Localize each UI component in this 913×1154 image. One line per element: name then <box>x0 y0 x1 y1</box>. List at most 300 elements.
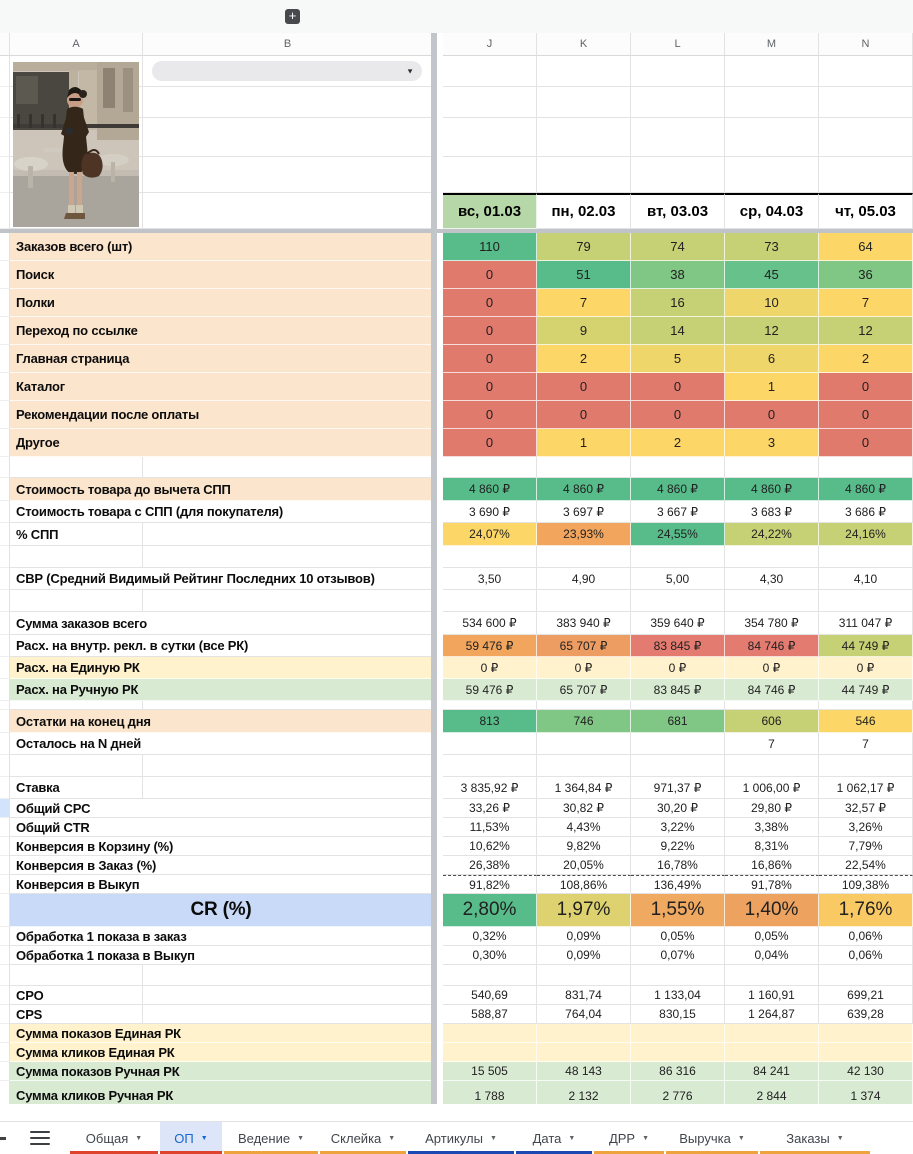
cell[interactable]: 0 <box>443 289 537 317</box>
column-header-B[interactable]: B <box>143 33 433 56</box>
row-header-stub[interactable] <box>0 1043 10 1062</box>
cell[interactable] <box>443 1043 537 1062</box>
all-sheets-menu-icon[interactable] <box>30 1131 50 1145</box>
cell[interactable]: 4 860 ₽ <box>631 478 725 501</box>
cell[interactable] <box>443 755 537 777</box>
cell[interactable] <box>631 965 725 986</box>
cell[interactable] <box>819 590 913 612</box>
cell[interactable]: 3 697 ₽ <box>537 501 631 523</box>
row-header-stub[interactable] <box>0 612 10 635</box>
row-header-stub[interactable] <box>0 523 10 546</box>
row-label[interactable]: Другое <box>10 429 433 457</box>
cell[interactable] <box>443 457 537 478</box>
cell[interactable]: 0,05% <box>725 927 819 946</box>
cell[interactable]: 1 160,91 <box>725 986 819 1005</box>
cell[interactable]: 32,57 ₽ <box>819 799 913 818</box>
column-header-A[interactable]: A <box>10 33 143 56</box>
cell[interactable] <box>725 546 819 568</box>
row-header-stub[interactable] <box>0 193 10 229</box>
cell[interactable]: 2 <box>631 429 725 457</box>
cell[interactable]: 2 844 <box>725 1081 819 1104</box>
cell[interactable]: 0 <box>537 401 631 429</box>
cell[interactable]: 588,87 <box>443 1005 537 1024</box>
cell-A[interactable] <box>10 755 143 777</box>
cell[interactable]: 44 749 ₽ <box>819 635 913 657</box>
row-label[interactable]: Сумма кликов Ручная РК <box>10 1081 433 1104</box>
cell[interactable] <box>631 546 725 568</box>
cell[interactable] <box>819 1024 913 1043</box>
cell[interactable]: 51 <box>537 261 631 289</box>
cell[interactable]: 83 845 ₽ <box>631 635 725 657</box>
cell[interactable]: 48 143 <box>537 1062 631 1081</box>
cell[interactable] <box>537 733 631 755</box>
row-header-stub[interactable] <box>0 777 10 799</box>
cell[interactable] <box>725 157 819 193</box>
cell[interactable] <box>537 457 631 478</box>
row-header-stub[interactable] <box>0 856 10 875</box>
row-label[interactable]: Каталог <box>10 373 433 401</box>
cell[interactable] <box>443 701 537 710</box>
cell[interactable]: 0 <box>443 401 537 429</box>
cell[interactable]: 36 <box>819 261 913 289</box>
cell[interactable]: 84 746 ₽ <box>725 635 819 657</box>
date-header-cell[interactable]: вт, 03.03 <box>631 193 725 229</box>
cell[interactable]: 2 776 <box>631 1081 725 1104</box>
cell[interactable] <box>443 157 537 193</box>
cell-B[interactable] <box>143 777 433 799</box>
cell[interactable]: 540,69 <box>443 986 537 1005</box>
cell[interactable]: 10,62% <box>443 837 537 856</box>
cell[interactable]: 86 316 <box>631 1062 725 1081</box>
sheet-tab-6[interactable] <box>516 1122 592 1154</box>
tab-menu-arrow-icon[interactable]: ▼ <box>737 1134 745 1142</box>
row-header-stub[interactable] <box>0 478 10 501</box>
cell-B[interactable] <box>143 56 433 87</box>
cell[interactable]: 84 241 <box>725 1062 819 1081</box>
cell[interactable]: 9,82% <box>537 837 631 856</box>
cell[interactable]: 0 ₽ <box>631 657 725 679</box>
cell[interactable]: 44 749 ₽ <box>819 679 913 701</box>
row-label[interactable]: Обработка 1 показа в Выкуп <box>10 946 433 965</box>
cell-B[interactable] <box>143 701 433 710</box>
column-header-L[interactable]: L <box>631 33 725 56</box>
cell[interactable]: 0 <box>631 373 725 401</box>
cell[interactable]: 7,79% <box>819 837 913 856</box>
row-label[interactable]: Сумма кликов Единая РК <box>10 1043 433 1062</box>
row-header-stub[interactable] <box>0 701 10 710</box>
cell[interactable] <box>443 56 537 87</box>
cell[interactable]: 108,86% <box>537 875 631 894</box>
row-header-stub[interactable] <box>0 501 10 523</box>
cell[interactable]: 0 <box>443 317 537 345</box>
row-header-stub[interactable] <box>0 33 10 56</box>
cell[interactable]: 681 <box>631 710 725 733</box>
cell[interactable]: 1 364,84 ₽ <box>537 777 631 799</box>
cell[interactable]: 10 <box>725 289 819 317</box>
cell[interactable] <box>819 87 913 118</box>
row-label[interactable]: Главная страница <box>10 345 433 373</box>
cell[interactable] <box>725 118 819 157</box>
cell[interactable]: 16,86% <box>725 856 819 875</box>
row-header-stub[interactable] <box>0 289 10 317</box>
row-header-stub[interactable] <box>0 373 10 401</box>
cell[interactable]: 1 788 <box>443 1081 537 1104</box>
cell[interactable]: 24,07% <box>443 523 537 546</box>
row-label[interactable]: Обработка 1 показа в заказ <box>10 927 433 946</box>
cell[interactable]: 2 <box>819 345 913 373</box>
row-header-stub[interactable] <box>0 1024 10 1043</box>
cell[interactable]: 1 062,17 ₽ <box>819 777 913 799</box>
cell[interactable]: 1 006,00 ₽ <box>725 777 819 799</box>
cell[interactable]: 83 845 ₽ <box>631 679 725 701</box>
cell[interactable] <box>819 457 913 478</box>
cell-B[interactable] <box>143 590 433 612</box>
cell[interactable]: 24,22% <box>725 523 819 546</box>
tab-menu-arrow-icon[interactable]: ▼ <box>836 1134 844 1142</box>
cell[interactable]: 110 <box>443 233 537 261</box>
row-header-stub[interactable] <box>0 875 10 894</box>
row-header-stub[interactable] <box>0 894 10 927</box>
cell[interactable]: 59 476 ₽ <box>443 679 537 701</box>
cell[interactable]: 3 667 ₽ <box>631 501 725 523</box>
cell[interactable]: 1,97% <box>537 894 631 927</box>
row-header-stub[interactable] <box>0 546 10 568</box>
cell[interactable]: 1,40% <box>725 894 819 927</box>
cell[interactable]: 0 ₽ <box>725 657 819 679</box>
row-header-stub[interactable] <box>0 986 10 1005</box>
cell[interactable]: 65 707 ₽ <box>537 635 631 657</box>
cell[interactable]: 3 686 ₽ <box>819 501 913 523</box>
cell[interactable] <box>725 1024 819 1043</box>
tab-menu-arrow-icon[interactable]: ▼ <box>642 1134 650 1142</box>
cell[interactable]: 971,37 ₽ <box>631 777 725 799</box>
cell[interactable]: 29,80 ₽ <box>725 799 819 818</box>
cell[interactable] <box>819 1043 913 1062</box>
cell[interactable] <box>725 87 819 118</box>
cell[interactable] <box>631 701 725 710</box>
row-label[interactable]: Полки <box>10 289 433 317</box>
cell[interactable]: 4,90 <box>537 568 631 590</box>
date-header-cell[interactable]: чт, 05.03 <box>819 193 913 229</box>
cell[interactable]: 0 <box>537 373 631 401</box>
column-header-K[interactable]: K <box>537 33 631 56</box>
cell[interactable]: 1 133,04 <box>631 986 725 1005</box>
cell[interactable]: 7 <box>725 733 819 755</box>
cell-B[interactable] <box>143 193 433 229</box>
row-header-stub[interactable] <box>0 118 10 157</box>
cell[interactable]: 311 047 ₽ <box>819 612 913 635</box>
cell[interactable]: 6 <box>725 345 819 373</box>
cell[interactable] <box>631 1024 725 1043</box>
cell[interactable]: 2 132 <box>537 1081 631 1104</box>
cell[interactable]: 109,38% <box>819 875 913 894</box>
cell[interactable]: 33,26 ₽ <box>443 799 537 818</box>
tab-menu-arrow-icon[interactable]: ▼ <box>489 1134 497 1142</box>
cell[interactable]: 0,06% <box>819 946 913 965</box>
cell[interactable]: 0 <box>443 429 537 457</box>
cell[interactable]: 42 130 <box>819 1062 913 1081</box>
cell[interactable] <box>537 755 631 777</box>
cell[interactable]: 1 374 <box>819 1081 913 1104</box>
cell[interactable]: 1,55% <box>631 894 725 927</box>
cell[interactable] <box>819 546 913 568</box>
chart-range-dropdown[interactable] <box>152 61 422 81</box>
tab-menu-arrow-icon[interactable]: ▼ <box>200 1134 208 1142</box>
cell[interactable]: 546 <box>819 710 913 733</box>
row-header-stub[interactable] <box>0 1081 10 1104</box>
cell[interactable]: 8,31% <box>725 837 819 856</box>
cell[interactable] <box>819 755 913 777</box>
cell[interactable]: 24,55% <box>631 523 725 546</box>
cell-B[interactable] <box>143 546 433 568</box>
cell[interactable]: 136,49% <box>631 875 725 894</box>
sheet-tab-3[interactable] <box>224 1122 318 1154</box>
row-header-stub[interactable] <box>0 401 10 429</box>
row-label[interactable]: Расх. на Единую РК <box>10 657 433 679</box>
cell[interactable] <box>537 87 631 118</box>
cell[interactable]: 0,32% <box>443 927 537 946</box>
cell-B[interactable] <box>143 457 433 478</box>
row-header-stub[interactable] <box>0 261 10 289</box>
cell[interactable]: 4 860 ₽ <box>537 478 631 501</box>
cell-B[interactable] <box>143 523 433 546</box>
cell[interactable]: 79 <box>537 233 631 261</box>
sheet-tab-5[interactable] <box>408 1122 514 1154</box>
cell[interactable] <box>631 87 725 118</box>
row-header-stub[interactable] <box>0 568 10 590</box>
tab-menu-arrow-icon[interactable]: ▼ <box>297 1134 305 1142</box>
date-header-cell[interactable]: ср, 04.03 <box>725 193 819 229</box>
sheet-tab-1[interactable] <box>70 1122 158 1154</box>
sheet-tab-9[interactable] <box>760 1122 870 1154</box>
tab-menu-arrow-icon[interactable]: ▼ <box>135 1134 143 1142</box>
cell[interactable] <box>819 157 913 193</box>
cell[interactable] <box>537 118 631 157</box>
cell[interactable]: 0 <box>725 401 819 429</box>
insert-button[interactable]: + <box>285 9 300 24</box>
cell[interactable]: 9 <box>537 317 631 345</box>
cell[interactable]: 746 <box>537 710 631 733</box>
cell[interactable]: 91,82% <box>443 875 537 894</box>
cell[interactable] <box>819 56 913 87</box>
sheet-tab-2[interactable] <box>160 1122 222 1154</box>
cell[interactable] <box>725 1043 819 1062</box>
cell[interactable]: 30,20 ₽ <box>631 799 725 818</box>
cell[interactable] <box>725 590 819 612</box>
cell[interactable]: 22,54% <box>819 856 913 875</box>
row-label[interactable]: CR (%) <box>10 894 433 927</box>
cell[interactable]: 0 <box>443 345 537 373</box>
row-header-stub[interactable] <box>0 710 10 733</box>
tab-menu-arrow-icon[interactable]: ▼ <box>388 1134 396 1142</box>
row-header-stub[interactable] <box>0 635 10 657</box>
row-header-stub[interactable] <box>0 818 10 837</box>
cell[interactable] <box>631 590 725 612</box>
cell[interactable]: 7 <box>537 289 631 317</box>
row-header-stub[interactable] <box>0 429 10 457</box>
row-label[interactable]: Остатки на конец дня <box>10 710 433 733</box>
cell[interactable]: 0,06% <box>819 927 913 946</box>
cell[interactable] <box>725 457 819 478</box>
row-label[interactable]: Расх. на Ручную РК <box>10 679 433 701</box>
cell[interactable] <box>631 733 725 755</box>
row-label[interactable]: Сумма показов Ручная РК <box>10 1062 433 1081</box>
row-header-stub[interactable] <box>0 457 10 478</box>
column-header-M[interactable]: M <box>725 33 819 56</box>
cell[interactable]: 359 640 ₽ <box>631 612 725 635</box>
cell[interactable]: 45 <box>725 261 819 289</box>
cell[interactable] <box>443 965 537 986</box>
cell[interactable] <box>631 755 725 777</box>
cell[interactable] <box>631 457 725 478</box>
cell[interactable]: 0,04% <box>725 946 819 965</box>
cell[interactable]: 16 <box>631 289 725 317</box>
cell[interactable]: 5,00 <box>631 568 725 590</box>
cell[interactable]: 15 505 <box>443 1062 537 1081</box>
cell[interactable]: 1 <box>537 429 631 457</box>
cell[interactable]: 534 600 ₽ <box>443 612 537 635</box>
row-header-stub[interactable] <box>0 799 10 818</box>
cell[interactable]: 354 780 ₽ <box>725 612 819 635</box>
row-header-stub[interactable] <box>0 946 10 965</box>
cell[interactable]: 0 <box>631 401 725 429</box>
cell[interactable]: 14 <box>631 317 725 345</box>
cell[interactable] <box>819 118 913 157</box>
cell[interactable]: 0 <box>819 373 913 401</box>
cell[interactable]: 813 <box>443 710 537 733</box>
column-header-N[interactable]: N <box>819 33 913 56</box>
cell[interactable] <box>537 1024 631 1043</box>
row-label[interactable]: Конверсия в Выкуп <box>10 875 433 894</box>
cell[interactable] <box>725 56 819 87</box>
row-header-stub[interactable] <box>0 927 10 946</box>
cell[interactable]: 0 <box>819 429 913 457</box>
cell[interactable] <box>537 701 631 710</box>
cell[interactable]: 383 940 ₽ <box>537 612 631 635</box>
row-header-stub[interactable] <box>0 56 10 87</box>
cell[interactable]: 11,53% <box>443 818 537 837</box>
cell-A[interactable] <box>10 965 143 986</box>
cell[interactable] <box>631 157 725 193</box>
cell[interactable]: 3 835,92 ₽ <box>443 777 537 799</box>
cell[interactable]: 4,30 <box>725 568 819 590</box>
cell[interactable]: 0 <box>819 401 913 429</box>
cell[interactable]: 3,50 <box>443 568 537 590</box>
cell[interactable]: 606 <box>725 710 819 733</box>
cell[interactable] <box>631 118 725 157</box>
row-label[interactable]: Сумма заказов всего <box>10 612 433 635</box>
cell[interactable]: 0,09% <box>537 927 631 946</box>
row-header-stub[interactable] <box>0 87 10 118</box>
row-label[interactable]: СВР (Средний Видимый Рейтинг Последних 10 отзывов) <box>10 568 433 590</box>
cell[interactable] <box>631 1043 725 1062</box>
cell[interactable]: 3,22% <box>631 818 725 837</box>
cell-A[interactable] <box>10 590 143 612</box>
cell[interactable]: 1 <box>725 373 819 401</box>
cell[interactable]: 0 <box>443 373 537 401</box>
cell-A[interactable] <box>10 457 143 478</box>
row-label[interactable]: Расх. на внутр. рекл. в сутки (все РК) <box>10 635 433 657</box>
cell[interactable]: 30,82 ₽ <box>537 799 631 818</box>
row-label[interactable]: Стоимость товара с СПП (для покупателя) <box>10 501 433 523</box>
row-label[interactable]: Переход по ссылке <box>10 317 433 345</box>
row-header-stub[interactable] <box>0 657 10 679</box>
cell[interactable]: 3,38% <box>725 818 819 837</box>
cell[interactable]: 59 476 ₽ <box>443 635 537 657</box>
row-header-stub[interactable] <box>0 755 10 777</box>
cell[interactable] <box>725 755 819 777</box>
row-header-stub[interactable] <box>0 590 10 612</box>
cell[interactable]: 73 <box>725 233 819 261</box>
sheet-tab-8[interactable] <box>666 1122 758 1154</box>
cell[interactable]: 64 <box>819 233 913 261</box>
row-label[interactable]: Конверсия в Корзину (%) <box>10 837 433 856</box>
cell[interactable]: 830,15 <box>631 1005 725 1024</box>
cell[interactable]: 1,76% <box>819 894 913 927</box>
cell[interactable]: 0 ₽ <box>443 657 537 679</box>
cell-B[interactable] <box>143 157 433 193</box>
cell[interactable] <box>443 733 537 755</box>
cell[interactable]: 12 <box>725 317 819 345</box>
cell[interactable] <box>631 56 725 87</box>
cell[interactable]: 1 264,87 <box>725 1005 819 1024</box>
sheet-tab-7[interactable] <box>594 1122 664 1154</box>
cell[interactable]: 639,28 <box>819 1005 913 1024</box>
cell-B[interactable] <box>143 1005 433 1024</box>
row-label[interactable]: Ставка <box>10 777 143 799</box>
cell[interactable]: 4 860 ₽ <box>725 478 819 501</box>
cell[interactable]: 0,30% <box>443 946 537 965</box>
cell-A[interactable] <box>10 546 143 568</box>
cell[interactable]: 84 746 ₽ <box>725 679 819 701</box>
cell[interactable]: 5 <box>631 345 725 373</box>
row-label[interactable]: Рекомендации после оплаты <box>10 401 433 429</box>
date-header-cell[interactable]: вс, 01.03 <box>443 193 537 229</box>
cell[interactable] <box>537 157 631 193</box>
cell[interactable]: 7 <box>819 289 913 317</box>
cell[interactable]: 0,07% <box>631 946 725 965</box>
row-label[interactable]: Общий CTR <box>10 818 433 837</box>
row-header-stub[interactable] <box>0 1062 10 1081</box>
cell[interactable]: 4,43% <box>537 818 631 837</box>
cell[interactable]: 91,78% <box>725 875 819 894</box>
column-header-J[interactable]: J <box>443 33 537 56</box>
row-label[interactable]: Стоимость товара до вычета СПП <box>10 478 433 501</box>
cell[interactable] <box>443 1024 537 1043</box>
cell[interactable]: 65 707 ₽ <box>537 679 631 701</box>
cell[interactable]: 3 690 ₽ <box>443 501 537 523</box>
row-header-stub[interactable] <box>0 1005 10 1024</box>
cell[interactable]: 0 <box>443 261 537 289</box>
row-header-stub[interactable] <box>0 837 10 856</box>
cell[interactable] <box>443 118 537 157</box>
cell[interactable]: 3 <box>725 429 819 457</box>
row-label[interactable]: Поиск <box>10 261 433 289</box>
row-label[interactable]: Общий CPC <box>10 799 433 818</box>
cell[interactable]: 2 <box>537 345 631 373</box>
cell[interactable]: 9,22% <box>631 837 725 856</box>
cell[interactable] <box>725 701 819 710</box>
cell-B[interactable] <box>143 965 433 986</box>
cell[interactable]: 0 ₽ <box>819 657 913 679</box>
cell[interactable]: 4 860 ₽ <box>819 478 913 501</box>
cell[interactable] <box>819 701 913 710</box>
sheet-tab-4[interactable] <box>320 1122 406 1154</box>
cell[interactable]: 23,93% <box>537 523 631 546</box>
cell[interactable]: 3 683 ₽ <box>725 501 819 523</box>
cell[interactable]: 24,16% <box>819 523 913 546</box>
cell[interactable]: 4,10 <box>819 568 913 590</box>
